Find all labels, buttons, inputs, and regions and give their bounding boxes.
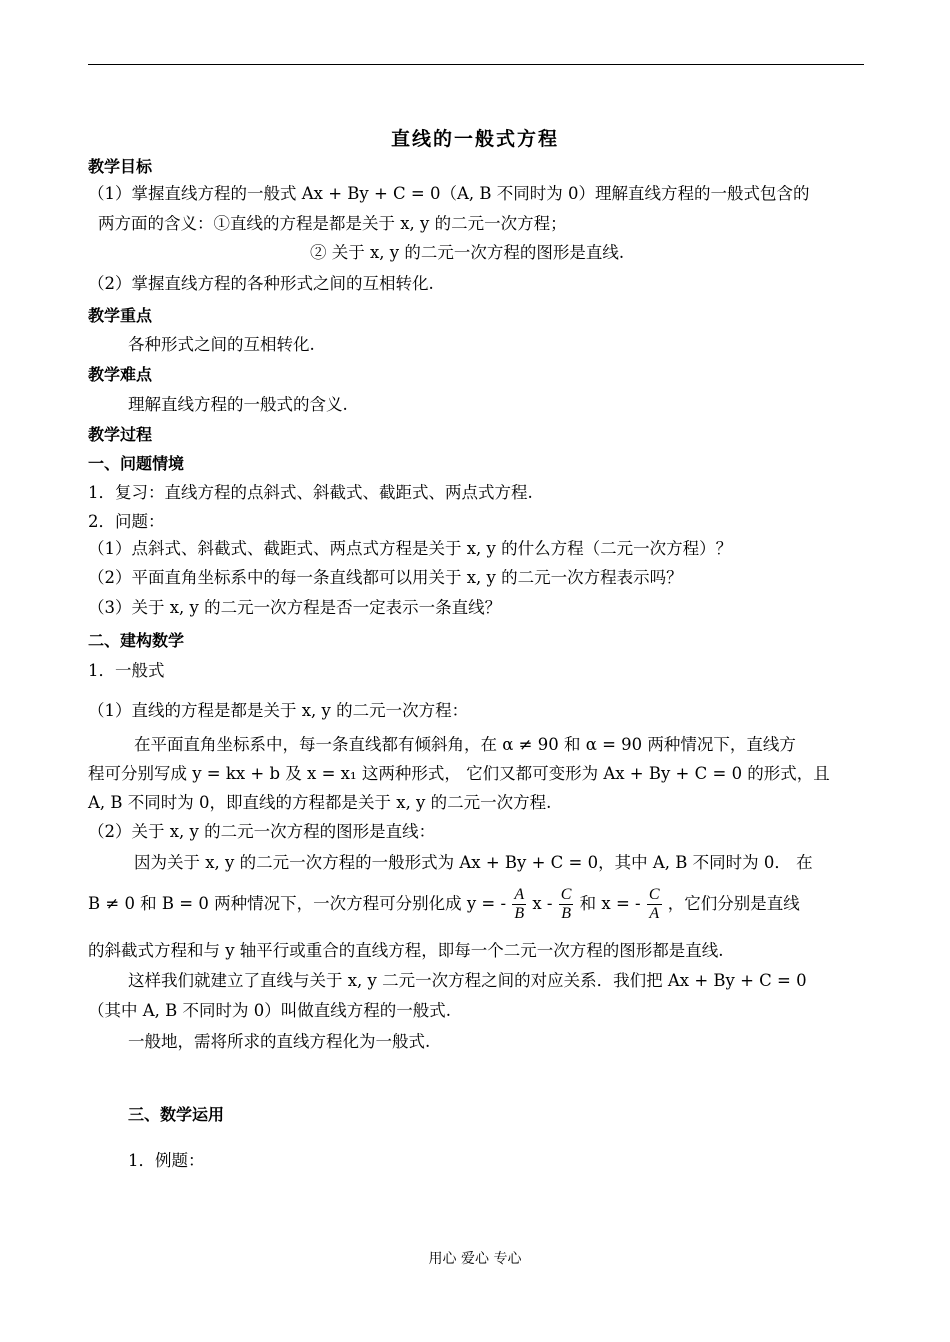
fraction-c-over-a xyxy=(647,886,662,923)
s2-line2-text-c: 和 x = - xyxy=(579,894,641,913)
s1-paragraph-line1: 在平面直角坐标系中，每一条直线都有倾斜角，在 α ≠ 90 和 α = 90 两种情况下，直线方 xyxy=(134,735,796,754)
subsection-1: （1）直线的方程是都是关于 x, y 的二元一次方程： xyxy=(88,701,469,720)
fraction-numerator: C xyxy=(560,886,572,903)
key-heading: 教学重点 xyxy=(88,306,153,325)
goal1-line1: （1）掌握直线方程的一般式 Ax + By + C = 0（A, B 不同时为 0）理解直线方程的一般式包含的 xyxy=(88,184,810,203)
part1-heading: 一、问题情境 xyxy=(88,454,185,473)
goals-heading: 教学目标 xyxy=(88,157,153,176)
questions-line: 2．问题： xyxy=(88,512,165,531)
s2-paragraph-line1: 因为关于 x, y 的二元一次方程的一般形式为 Ax + By + C = 0，其中 A, B 不同时为 0． 在 xyxy=(134,853,813,872)
page-title: 直线的一般式方程 xyxy=(390,128,559,150)
s2-line2-text-d: ，它们分别是直线 xyxy=(667,894,800,913)
s2-line2-text-a: B ≠ 0 和 B = 0 两种情况下，一次方程可分别化成 y = - xyxy=(88,894,507,913)
fraction-c-over-b xyxy=(559,886,574,923)
page-footer: 用心 爱心 专心 xyxy=(428,1251,522,1267)
s2-line2-text-b: x - xyxy=(532,894,553,913)
part3-heading: 三、数学运用 xyxy=(128,1105,225,1124)
key-text: 各种形式之间的互相转化. xyxy=(128,335,315,354)
process-heading: 教学过程 xyxy=(88,425,153,444)
header-rule xyxy=(88,64,864,65)
goal2: （2）掌握直线方程的各种形式之间的互相转化. xyxy=(88,274,434,293)
subsection-2: （2）关于 x, y 的二元一次方程的图形是直线： xyxy=(88,822,436,841)
question-3: （3）关于 x, y 的二元一次方程是否一定表示一条直线？ xyxy=(88,598,502,617)
s1-paragraph-line3: A, B 不同时为 0，即直线的方程都是关于 x, y 的二元一次方程. xyxy=(88,793,552,812)
s2-paragraph-line5: （其中 A, B 不同时为 0）叫做直线方程的一般式. xyxy=(88,1001,452,1020)
goal1-line2: 两方面的含义：①直线的方程是都是关于 x, y 的二元一次方程； xyxy=(98,214,567,233)
question-2: （2）平面直角坐标系中的每一条直线都可以用关于 x, y 的二元一次方程表示吗？ xyxy=(88,568,683,587)
difficulty-heading: 教学难点 xyxy=(88,365,153,384)
fraction-numerator: C xyxy=(648,886,660,903)
s1-paragraph-line2: 程可分别写成 y = kx + b 及 x = x₁ 这两种形式， 它们又都可变形为 Ax + By + C = 0 的形式，且 xyxy=(88,764,830,783)
fraction-a-over-b xyxy=(512,886,526,923)
s2-paragraph-line2 xyxy=(88,884,800,924)
question-1: （1）点斜式、斜截式、截距式、两点式方程是关于 x, y 的什么方程（二元一次方程）？ xyxy=(88,539,733,558)
general-form-heading: 1．一般式 xyxy=(88,661,165,680)
examples-heading: 1．例题： xyxy=(128,1151,205,1170)
fraction-denominator: A xyxy=(649,905,660,922)
difficulty-text: 理解直线方程的一般式的含义. xyxy=(128,395,348,414)
s2-paragraph-line3: 的斜截式方程和与 y 轴平行或重合的直线方程，即每一个二元一次方程的图形都是直线. xyxy=(88,941,724,960)
part2-heading: 二、建构数学 xyxy=(88,631,185,650)
review-line: 1．复习：直线方程的点斜式、斜截式、截距式、两点式方程. xyxy=(88,483,533,502)
s2-paragraph-line6: 一般地，需将所求的直线方程化为一般式. xyxy=(128,1032,431,1051)
fraction-denominator: B xyxy=(561,905,571,922)
goal1-line3: ② 关于 x, y 的二元一次方程的图形是直线. xyxy=(310,243,625,262)
s2-paragraph-line4: 这样我们就建立了直线与关于 x, y 二元一次方程之间的对应关系．我们把 Ax + By + C = 0 xyxy=(128,971,807,990)
fraction-numerator: A xyxy=(514,886,525,903)
fraction-denominator: B xyxy=(514,905,525,922)
